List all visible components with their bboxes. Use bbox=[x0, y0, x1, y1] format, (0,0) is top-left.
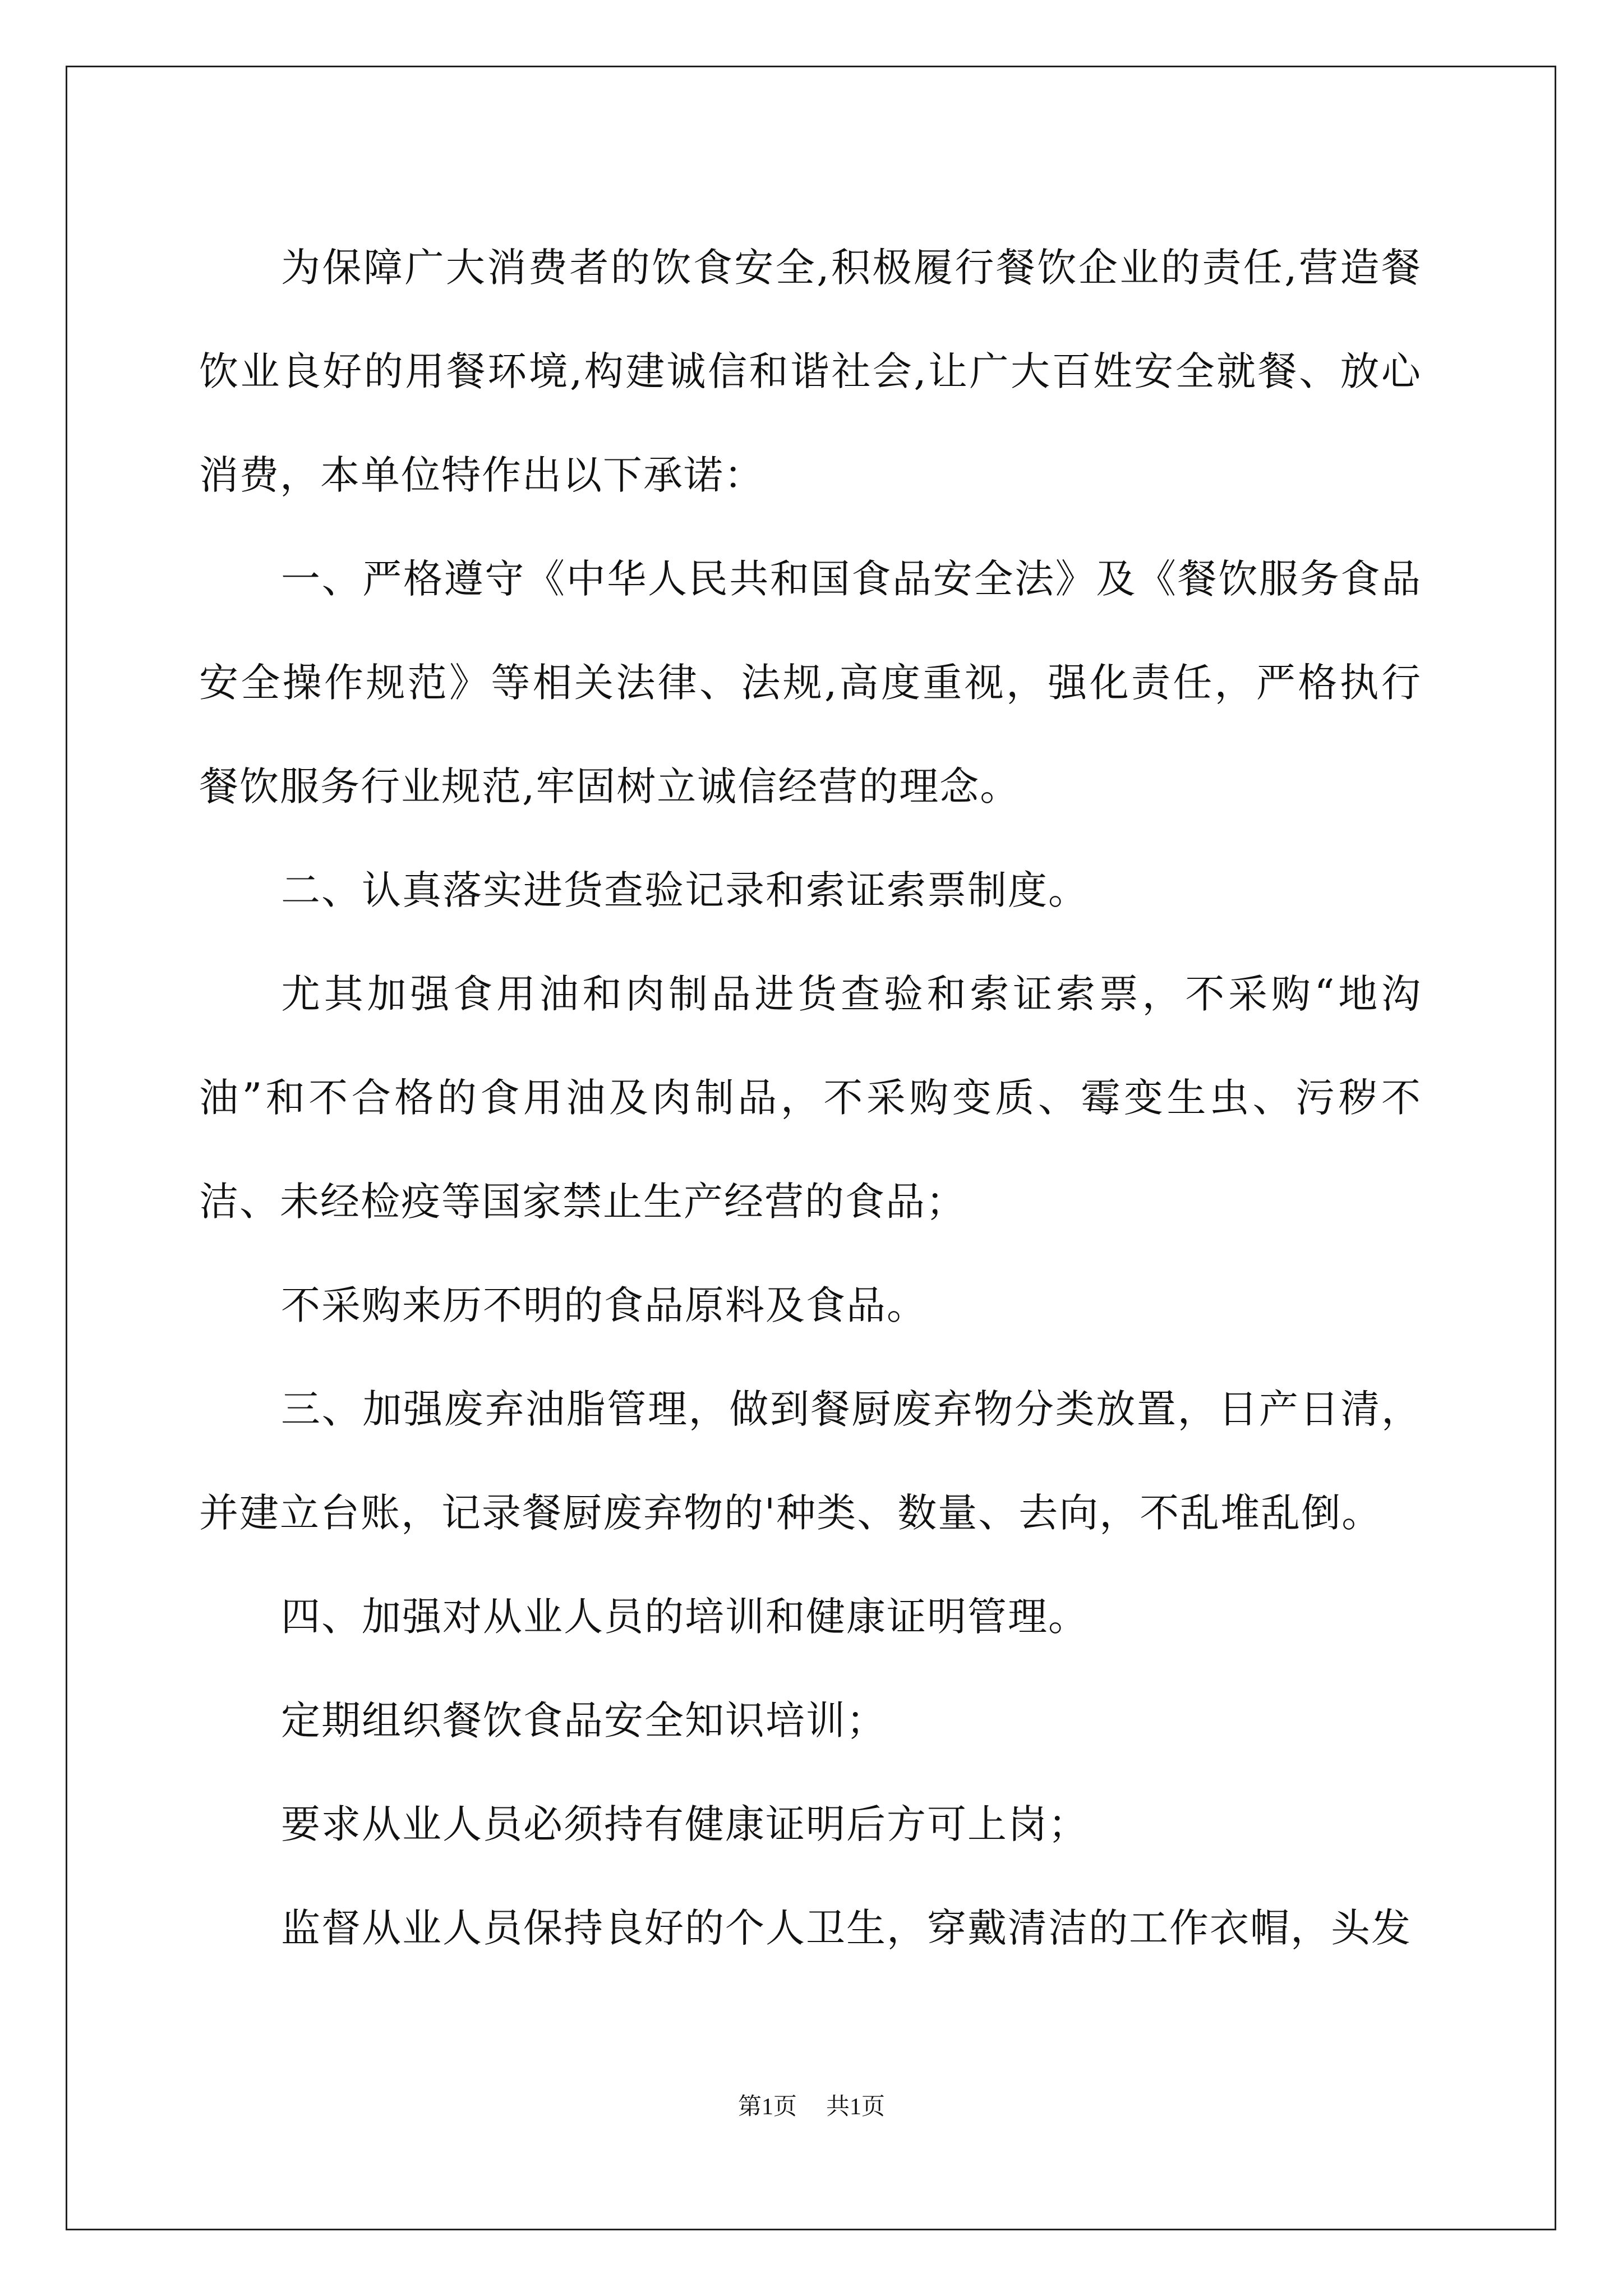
paragraph-training: 定期组织餐饮食品安全知识培训； bbox=[281, 1697, 887, 1743]
page-footer bbox=[0, 2088, 1623, 2122]
paragraph-commitment-2-detail: 尤其加强食用油和肉制品进货查验和索证索票，不采购“地沟油”和不合格的食用油及肉制品，不采购变质、霉变生虫、污秽不洁、未经检疫等国家禁止生产经营的食品； bbox=[199, 971, 1422, 1225]
page-number: 第1页 bbox=[737, 2094, 797, 2120]
paragraph-commitment-4: 四、加强对从业人员的培训和健康证明管理。 bbox=[281, 1594, 1089, 1640]
document-body bbox=[199, 216, 1422, 1980]
paragraph-preamble: 为保障广大消费者的饮食安全,积极履行餐饮企业的责任,营造餐饮业良好的用餐环境,构建诚信和谐社会,让广大百姓安全就餐、放心消费，本单位特作出以下承诺： bbox=[199, 245, 1422, 498]
paragraph-hygiene: 监督从业人员保持良好的个人卫生，穿戴清洁的工作衣帽，头发 bbox=[281, 1905, 1412, 1951]
page-total: 共1页 bbox=[826, 2094, 886, 2120]
paragraph-health-cert: 要求从业人员必须持有健康证明后方可上岗； bbox=[281, 1801, 1089, 1847]
paragraph-commitment-1: 一、严格遵守《中华人民共和国食品安全法》及《餐饮服务食品安全操作规范》等相关法律、法规,高度重视，强化责任，严格执行餐饮服务行业规范,牢固树立诚信经营的理念。 bbox=[199, 556, 1422, 809]
paragraph-commitment-3: 三、加强废弃油脂管理，做到餐厨废弃物分类放置，日产日清，并建立台账，记录餐厨废弃物的'种类、数量、去向，不乱堆乱倒。 bbox=[199, 1386, 1422, 1536]
paragraph-commitment-2: 二、认真落实进货查验记录和索证索票制度。 bbox=[281, 867, 1089, 913]
paragraph-commitment-2-note: 不采购来历不明的食品原料及食品。 bbox=[281, 1282, 927, 1328]
